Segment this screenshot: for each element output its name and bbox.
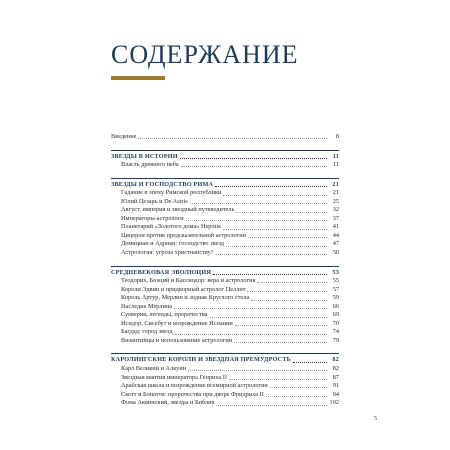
- toc-entry-title: Багдад: город звезд: [121, 328, 173, 336]
- toc-leader-dots: [216, 405, 327, 406]
- toc-chapter-row[interactable]: [111, 153, 339, 162]
- page-number: 5: [374, 416, 377, 422]
- chapter-gap: [111, 170, 339, 174]
- toc-entry-title: Суеверия, легенды, пророчества: [121, 311, 208, 319]
- toc-entry-row[interactable]: [111, 365, 339, 374]
- toc-entry-row[interactable]: [111, 223, 339, 232]
- toc-leader-dots: [293, 362, 327, 363]
- toc-page-number: 21: [332, 180, 339, 188]
- toc-leader-dots: [251, 300, 327, 301]
- toc-page-number: 11: [332, 152, 339, 160]
- title-accent-bar: [111, 76, 165, 80]
- toc-entry-row[interactable]: [111, 249, 339, 258]
- toc-leader-dots: [138, 138, 327, 139]
- page-title: СОДЕРЖАНИЕ: [111, 40, 299, 69]
- toc-entry-row[interactable]: [111, 303, 339, 312]
- chapter-rule: [111, 266, 339, 267]
- toc-page-number: 55: [332, 277, 339, 285]
- toc-entry-row[interactable]: [111, 215, 339, 224]
- toc-entry-title: Звездная мантия императора Генриха II: [121, 373, 227, 381]
- toc-entry-title: Карл Великий и Алкуин: [121, 365, 187, 373]
- toc-leader-dots: [223, 229, 327, 230]
- toc-entry-title: Исидор, Сисебут и возрождение Испании: [121, 319, 233, 327]
- toc-leader-dots: [181, 166, 327, 167]
- toc-chapter-row[interactable]: [111, 269, 339, 278]
- toc-leader-dots: [186, 220, 327, 221]
- table-of-contents: [111, 133, 339, 408]
- toc-page-number: 82: [332, 365, 339, 373]
- toc-entry-row[interactable]: [111, 399, 339, 408]
- toc-leader-dots: [180, 158, 327, 159]
- toc-entry-row[interactable]: [111, 294, 339, 303]
- toc-entry-title: Гадание в эпоху Римской республики: [121, 189, 222, 197]
- toc-entry-title: Византийцы и использование астрологии: [121, 336, 233, 344]
- toc-chapter-row[interactable]: [111, 181, 339, 190]
- toc-page-number: 41: [332, 223, 339, 231]
- toc-chapter-title: ЗВЕЗДЫ И ГОСПОДСТВО РИМА: [111, 180, 214, 188]
- toc-page-number: 25: [332, 197, 339, 205]
- toc-chapter-title: ЗВЕЗДЫ В ИСТОРИИ: [111, 152, 178, 160]
- toc-page-number: 50: [332, 249, 339, 257]
- chapter-rule: [111, 178, 339, 179]
- toc-leader-dots: [248, 237, 327, 238]
- toc-entry-title: Арабская школа и возрождение всемирной астрологии: [121, 382, 268, 390]
- toc-page-number: 87: [332, 373, 339, 381]
- chapter-gap: [111, 345, 339, 349]
- toc-leader-dots: [234, 342, 327, 343]
- toc-page-number: 74: [332, 328, 339, 336]
- toc-page-number: 57: [332, 285, 339, 293]
- toc-page-number: 94: [332, 390, 339, 398]
- toc-entry-row[interactable]: [111, 391, 339, 400]
- toc-page-number: 21: [332, 189, 339, 197]
- toc-entry-title: Наследие Мерлина: [121, 302, 172, 310]
- toc-entry-row[interactable]: [111, 337, 339, 346]
- toc-leader-dots: [257, 282, 327, 283]
- toc-leader-dots: [174, 308, 327, 309]
- toc-entry-title: Планетарий «Золотого дома» Нерона: [121, 223, 221, 231]
- toc-entry-title: Скотт и Бонатти: пророчества при дворе Фридриха II: [121, 390, 264, 398]
- toc-entry-title: Императоры-астрологи: [121, 214, 184, 222]
- toc-page-number: 70: [332, 319, 339, 327]
- toc-entry-title: Введение: [111, 133, 137, 140]
- toc-leader-dots: [210, 317, 327, 318]
- toc-leader-dots: [190, 203, 327, 204]
- toc-page-number: 37: [332, 214, 339, 222]
- toc-entry-row[interactable]: [111, 286, 339, 295]
- toc-entry-title: Астрология: угроза христианству?: [121, 249, 214, 257]
- toc-leader-dots: [247, 291, 327, 292]
- toc-page-number: 11: [332, 161, 339, 169]
- toc-leader-dots: [270, 387, 327, 388]
- toc-leader-dots: [266, 396, 327, 397]
- toc-entry-row[interactable]: [111, 240, 339, 249]
- toc-page-number: 102: [329, 399, 339, 407]
- chapter-gap: [111, 142, 339, 146]
- toc-page-number: 53: [332, 268, 339, 276]
- toc-leader-dots: [175, 334, 327, 335]
- toc-page-number: 69: [332, 311, 339, 319]
- toc-entry-title: Юлий Цезарь и De Astris: [121, 197, 188, 205]
- toc-leader-dots: [226, 246, 327, 247]
- toc-entry-row[interactable]: [111, 320, 339, 329]
- toc-page-number: 44: [332, 231, 339, 239]
- toc-chapter-title: СРЕДНЕВЕКОВАЯ ЭВОЛЮЦИЯ: [111, 268, 212, 276]
- toc-entry-title: Короли Эдвин и придворный астролог Пеллит: [121, 285, 246, 293]
- toc-entry-row[interactable]: [111, 382, 339, 391]
- chapter-rule: [111, 150, 339, 151]
- toc-entry-row[interactable]: [111, 328, 339, 337]
- toc-page-number: 82: [332, 356, 339, 364]
- toc-entry-row[interactable]: [111, 189, 339, 198]
- toc-leader-dots: [216, 254, 327, 255]
- toc-page-number: 79: [332, 336, 339, 344]
- toc-leader-dots: [215, 186, 327, 187]
- toc-entry-title: Домициан и Адриан: господство звезд: [121, 240, 224, 248]
- toc-leader-dots: [213, 274, 327, 275]
- toc-chapter-row[interactable]: [111, 356, 339, 365]
- toc-leader-dots: [188, 370, 327, 371]
- toc-entry-title: Фома Аквинский, звезды и Библия: [121, 399, 215, 407]
- toc-leader-dots: [223, 195, 327, 196]
- toc-page-number: 47: [332, 240, 339, 248]
- toc-leader-dots: [236, 212, 327, 213]
- toc-page-number: 91: [332, 382, 339, 390]
- toc-page-number: 32: [332, 206, 339, 214]
- chapter-rule: [111, 353, 339, 354]
- toc-entry-title: Цицерон против предсказательной астрологии: [121, 231, 246, 239]
- toc-entry-row[interactable]: [111, 277, 339, 286]
- toc-entry-row[interactable]: [111, 311, 339, 320]
- toc-entry-row[interactable]: [111, 374, 339, 383]
- chapter-gap: [111, 258, 339, 262]
- toc-page-number: 66: [332, 302, 339, 310]
- toc-entry-row[interactable]: [111, 206, 339, 215]
- toc-page-number: 59: [332, 294, 339, 302]
- toc-entry-title: Теодорих, Боэций и Кассиодор: вера и астрология: [121, 277, 256, 285]
- toc-entry-row[interactable]: [111, 198, 339, 207]
- toc-entry-title: Власть древнего неба: [121, 161, 179, 169]
- toc-chapter-title: КАРОЛИНГСКИЕ КОРОЛИ И ЗВЕЗДНАЯ ПРЕМУДРОСТЬ: [111, 356, 291, 364]
- toc-entry-row[interactable]: [111, 133, 339, 142]
- toc-entry-row[interactable]: [111, 232, 339, 241]
- toc-leader-dots: [229, 379, 327, 380]
- toc-entry-title: Август, империя и звездный путеводитель: [121, 206, 235, 214]
- toc-page-number: 8: [335, 133, 339, 140]
- toc-leader-dots: [235, 325, 327, 326]
- toc-entry-title: Король Артур, Мерлин и зодиак Круглого стола: [121, 294, 250, 302]
- toc-entry-row[interactable]: [111, 161, 339, 170]
